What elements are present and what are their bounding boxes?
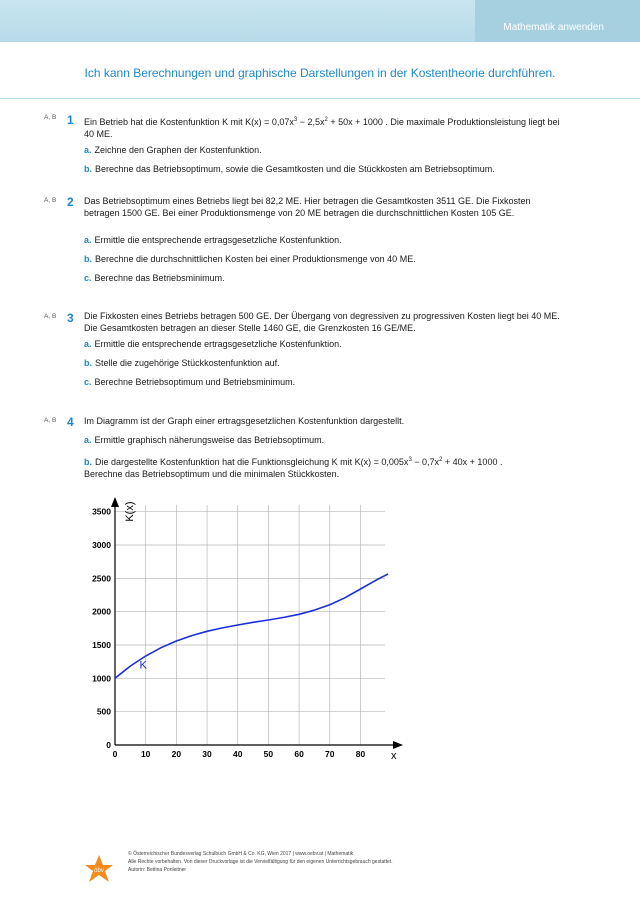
svg-text:öbv: öbv: [94, 868, 104, 874]
task-tag: A, B: [44, 114, 57, 121]
x-tick-label: 60: [294, 749, 304, 759]
task-text: Die Fixkosten eines Betriebs betragen 500 GE. Der Übergang von degressiven zu progressiven Kosten liegt bei 40 ME. Die Gesamtkosten betragen an dieser Stelle 1460 GE, die Grenzkosten 16 GE/ME.: [84, 311, 560, 333]
footer: [128, 850, 393, 874]
curve-label: K: [139, 659, 147, 672]
subtask: a. Ermittle die entsprechende ertragsgesetzliche Kostenfunktion.: [84, 339, 342, 349]
x-axis-arrow: [393, 741, 403, 749]
subtask: a. Ermittle graphisch näherungsweise das Betriebsoptimum.: [84, 435, 325, 445]
x-tick-label: 50: [263, 749, 274, 759]
subtask: a. Zeichne den Graphen der Kostenfunktion.: [84, 145, 262, 155]
x-tick-label: 20: [171, 749, 182, 759]
y-tick-label: 0: [106, 740, 111, 750]
divider: [0, 98, 640, 99]
task-tag: A, B: [44, 313, 57, 320]
y-tick-label: 2500: [92, 573, 111, 584]
x-tick-label: 0: [112, 749, 118, 759]
x-axis-label: x: [391, 750, 397, 762]
y-axis-label: K(x): [124, 501, 136, 522]
subtask: c. Berechne das Betriebsminimum.: [84, 273, 225, 283]
y-axis-arrow: [111, 497, 119, 507]
task-number: 3: [67, 311, 74, 325]
y-tick-label: 2000: [92, 606, 111, 617]
task-number: 1: [67, 113, 74, 127]
task-tag: A, B: [44, 417, 57, 424]
oebv-logo: [83, 853, 115, 885]
subtask: b. Berechne die durchschnittlichen Kosten bei einer Produktionsmenge von 40 ME.: [84, 254, 416, 264]
subtask: b. Die dargestellte Kostenfunktion hat die Funktionsgleichung K mit $K(x) = 0,005x^3 - 0,7x^2 + 40x + 1000$ . Berechne das Betriebsoptimum und die minimalen Stückkosten.: [84, 457, 503, 479]
footer-rights: Alle Rechte vorbehalten. Von dieser Druckvorlage ist die Vervielfältigung für den eigenen Unterrichtsgebrauch gestattet.: [128, 859, 393, 865]
task-text: Das Betriebsoptimum eines Betriebs liegt bei 82,2 ME. Hier betragen die Gesamtkosten 3511 GE. Die Fixkosten betragen 1500 GE. Bei einer Produktionsmenge von 20 ME betragen die durchschnittlichen Kosten 105 GE.: [84, 196, 531, 218]
header-bar: [0, 0, 640, 42]
subtask: b. Berechne das Betriebsoptimum, sowie die Gesamtkosten und die Stückkosten am Betriebsoptimum.: [84, 164, 495, 174]
y-tick-label: 3500: [92, 506, 111, 517]
y-tick-label: 1000: [92, 673, 111, 684]
y-tick-label: 1500: [92, 640, 111, 650]
header-category: Mathematik anwenden: [503, 22, 604, 33]
cost-function-chart: [80, 495, 420, 770]
header-tab: [475, 0, 640, 42]
x-tick-label: 30: [202, 749, 212, 759]
subtask: c. Berechne Betriebsoptimum und Betriebsminimum.: [84, 377, 296, 387]
y-tick-label: 500: [96, 706, 111, 717]
x-tick-label: 70: [325, 749, 335, 759]
subtask: a. Ermittle die entsprechende ertragsgesetzliche Kostenfunktion.: [84, 235, 342, 245]
x-tick-label: 10: [140, 749, 151, 759]
task-text: Im Diagramm ist der Graph einer ertragsgesetzlichen Kostenfunktion dargestellt.: [84, 416, 405, 426]
cost-curve: [115, 574, 388, 678]
page-subtitle: Ich kann Berechnungen und graphische Darstellungen in der Kostentheorie durchführen.: [84, 66, 556, 80]
footer-copyright: © Österreichischer Bundesverlag Schulbuch GmbH & Co. KG, Wien 2017 | www.oebv.at | Mathematik: [128, 851, 354, 857]
task-number: 4: [67, 415, 74, 429]
footer-author: Autorin: Bettina Ponleitner: [128, 867, 187, 873]
task-number: 2: [67, 195, 74, 209]
y-tick-label: 3000: [92, 540, 111, 550]
x-tick-label: 40: [232, 749, 243, 759]
task-tag: A, B: [44, 197, 57, 204]
x-tick-label: 80: [355, 749, 366, 759]
subtask: b. Stelle die zugehörige Stückkostenfunktion auf.: [84, 358, 280, 368]
task-text: Ein Betrieb hat die Kostenfunktion K mit $K(x) = 0,07x^3 - 2,5x^2 + 50x + 1000$ . Die maximale Produktionsleistung liegt bei 40 ME.: [84, 117, 560, 139]
